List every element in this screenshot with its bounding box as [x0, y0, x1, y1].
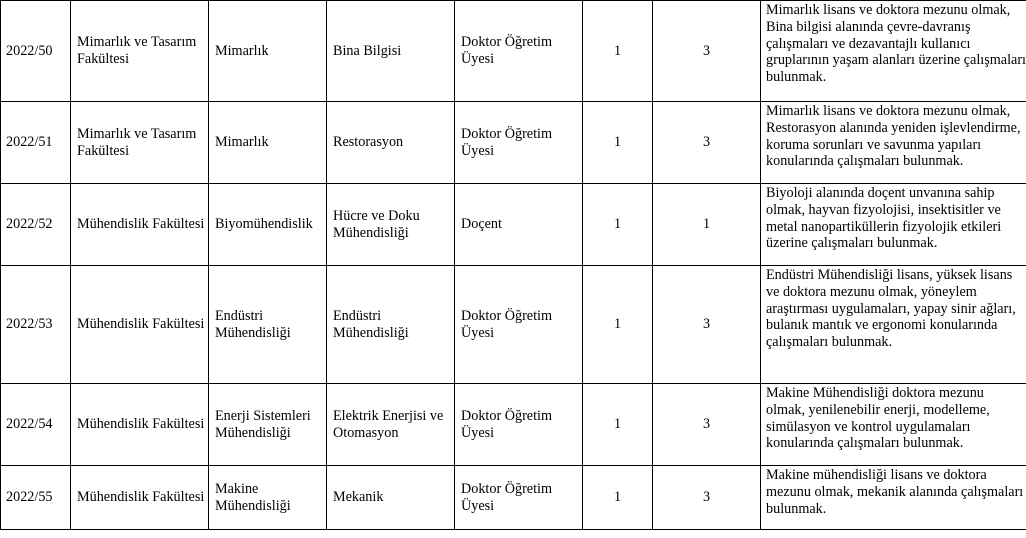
table-row	[1, 466, 1026, 530]
degree-cell: 1	[653, 184, 761, 266]
title-cell: Doçent	[455, 184, 583, 266]
field-cell: Restorasyon	[327, 102, 455, 184]
faculty-cell: Mühendislik Fakültesi	[71, 184, 209, 266]
position-code: 2022/54	[1, 384, 71, 466]
title-cell: Doktor Öğretim Üyesi	[455, 102, 583, 184]
faculty-cell: Mimarlık ve Tasarım Fakültesi	[71, 102, 209, 184]
field-cell: Elektrik Enerjisi ve Otomasyon	[327, 384, 455, 466]
degree-cell: 3	[653, 384, 761, 466]
degree-cell: 3	[653, 466, 761, 530]
field-cell: Bina Bilgisi	[327, 1, 455, 102]
table-row	[1, 384, 1026, 466]
title-cell: Doktor Öğretim Üyesi	[455, 266, 583, 384]
requirements-cell: Makine mühendisliği lisans ve doktora mezunu olmak, mekanik alanında çalışmaları bulunmak.	[761, 466, 1026, 530]
department-cell: Mimarlık	[209, 1, 327, 102]
position-code: 2022/53	[1, 266, 71, 384]
requirements-cell: Biyoloji alanında doçent unvanına sahip olmak, hayvan fizyolojisi, insektisitler ve metal nanopartiküllerin fizyolojik etkileri üzerine çalışmaları bulunmak.	[761, 184, 1026, 266]
position-code: 2022/51	[1, 102, 71, 184]
degree-cell: 3	[653, 1, 761, 102]
faculty-cell: Mühendislik Fakültesi	[71, 466, 209, 530]
count-cell: 1	[583, 384, 653, 466]
department-cell: Endüstri Mühendisliği	[209, 266, 327, 384]
field-cell: Endüstri Mühendisliği	[327, 266, 455, 384]
count-cell: 1	[583, 184, 653, 266]
requirements-cell: Makine Mühendisliği doktora mezunu olmak, yenilenebilir enerji, modelleme, simülasyon ve kontrol uygulamaları konularında çalışmaları bulunmak.	[761, 384, 1026, 466]
department-cell: Enerji Sistemleri Mühendisliği	[209, 384, 327, 466]
count-cell: 1	[583, 1, 653, 102]
table-row	[1, 1, 1026, 102]
requirements-cell: Endüstri Mühendisliği lisans, yüksek lisans ve doktora mezunu olmak, yöneylem araştırması uygulamaları, yapay sinir ağları, bulanık mantık ve ergonomi konularında çalışmaları bulunmak.	[761, 266, 1026, 384]
requirements-cell: Mimarlık lisans ve doktora mezunu olmak, Restorasyon alanında yeniden işlevlendirme, koruma sorunları ve savunma yapıları konularında çalışmaları bulunmak.	[761, 102, 1026, 184]
table-row	[1, 102, 1026, 184]
table-row	[1, 266, 1026, 384]
requirements-cell: Mimarlık lisans ve doktora mezunu olmak, Bina bilgisi alanında çevre-davranış çalışmaları ve dezavantajlı kullanıcı gruplarının yaşam alanları üzerine çalışmaları bulunmak.	[761, 1, 1026, 102]
field-cell: Hücre ve Doku Mühendisliği	[327, 184, 455, 266]
faculty-cell: Mühendislik Fakültesi	[71, 384, 209, 466]
title-cell: Doktor Öğretim Üyesi	[455, 466, 583, 530]
position-code: 2022/52	[1, 184, 71, 266]
count-cell: 1	[583, 466, 653, 530]
faculty-cell: Mimarlık ve Tasarım Fakültesi	[71, 1, 209, 102]
department-cell: Biyomühendislik	[209, 184, 327, 266]
department-cell: Makine Mühendisliği	[209, 466, 327, 530]
field-cell: Mekanik	[327, 466, 455, 530]
degree-cell: 3	[653, 102, 761, 184]
position-code: 2022/50	[1, 1, 71, 102]
table-row	[1, 184, 1026, 266]
position-code: 2022/55	[1, 466, 71, 530]
count-cell: 1	[583, 266, 653, 384]
count-cell: 1	[583, 102, 653, 184]
title-cell: Doktor Öğretim Üyesi	[455, 1, 583, 102]
faculty-cell: Mühendislik Fakültesi	[71, 266, 209, 384]
title-cell: Doktor Öğretim Üyesi	[455, 384, 583, 466]
degree-cell: 3	[653, 266, 761, 384]
department-cell: Mimarlık	[209, 102, 327, 184]
